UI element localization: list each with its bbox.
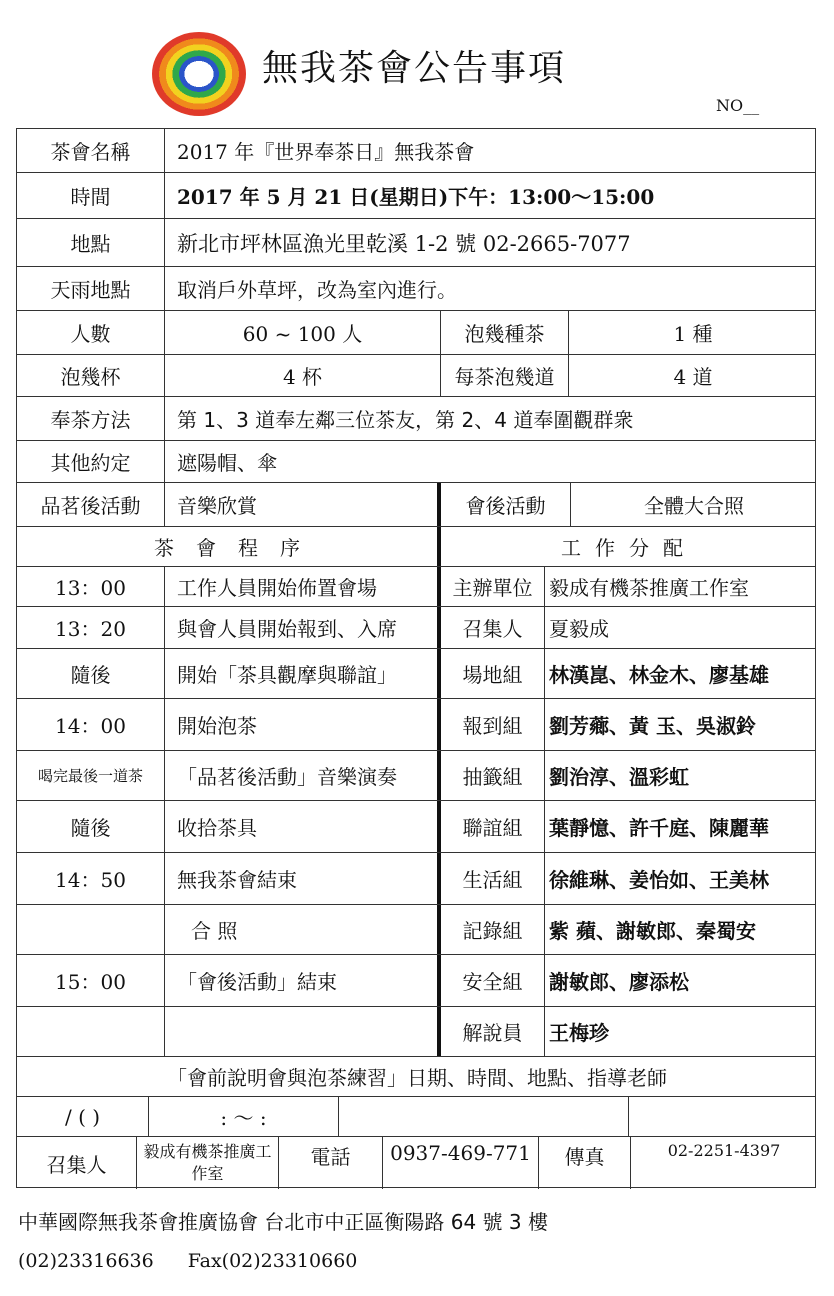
row-time xyxy=(17,173,815,219)
program-time: 喝完最後一道茶 xyxy=(17,751,165,800)
assignment-role: 場地組 xyxy=(441,649,545,698)
program-item: 收拾茶具 xyxy=(165,801,441,852)
program-time: 隨後 xyxy=(17,801,165,852)
program-time: 隨後 xyxy=(17,649,165,698)
assignment-members: 謝敏郎、廖添松 xyxy=(549,970,689,994)
label-place: 地點 xyxy=(17,219,165,266)
program-row xyxy=(17,801,815,853)
label-convener: 召集人 xyxy=(17,1137,137,1189)
row-rain xyxy=(17,267,815,311)
program-item: 合 照 xyxy=(165,905,441,954)
label-people: 人數 xyxy=(17,311,165,354)
assignment-role: 報到組 xyxy=(441,699,545,750)
value-place: 新北市坪林區漁光里乾溪 1-2 號 02-2665-7077 xyxy=(177,231,631,256)
program-row xyxy=(17,567,815,607)
heading-program: 茶會程序 xyxy=(17,527,441,566)
page-title: 無我茶會公告事項 xyxy=(262,48,567,89)
assignment-role: 聯誼組 xyxy=(441,801,545,852)
value-method: 第 1、3 道奉左鄰三位茶友，第 2、4 道奉圍觀群衆 xyxy=(177,408,634,432)
program-time: 13：00 xyxy=(17,567,165,606)
program-item: 開始泡茶 xyxy=(165,699,441,750)
row-activities xyxy=(17,483,815,527)
program-time: 14：00 xyxy=(17,699,165,750)
pre-date-blank: / ( ) xyxy=(17,1097,149,1136)
program-row xyxy=(17,699,815,751)
assignment-members: 徐維琳、姜怡如、王美林 xyxy=(549,868,769,892)
program-time: 15：00 xyxy=(17,955,165,1006)
row-people xyxy=(17,311,815,355)
program-row xyxy=(17,1007,815,1057)
document-number: NO__ xyxy=(716,96,760,115)
value-after-tasting: 音樂欣賞 xyxy=(165,483,441,526)
assignment-members: 紫 蘋、謝敏郎、秦蜀安 xyxy=(549,919,756,943)
program-row xyxy=(17,955,815,1007)
value-tea-kinds: 1 種 xyxy=(673,322,713,346)
program-row xyxy=(17,649,815,699)
label-fax: 傳真 xyxy=(539,1137,631,1189)
value-convener: 毅成有機茶推廣工作室 xyxy=(137,1137,279,1189)
row-method xyxy=(17,397,815,441)
pre-teacher-blank xyxy=(629,1097,817,1136)
heading-assignment: 工作分配 xyxy=(561,536,697,560)
row-name xyxy=(17,129,815,173)
pre-place-blank xyxy=(339,1097,629,1136)
assignment-members: 劉芳薌、黃 玉、吳淑鈴 xyxy=(549,714,756,738)
program-time xyxy=(17,1007,165,1056)
assignment-members: 林漢崑、林金木、廖基雄 xyxy=(549,663,769,687)
program-row xyxy=(17,905,815,955)
organization-address: 中華國際無我茶會推廣協會 台北市中正區衡陽路 64 號 3 樓 xyxy=(18,1210,548,1234)
program-time: 13：20 xyxy=(17,607,165,648)
value-cups: 4 杯 xyxy=(165,355,441,396)
organization-tel: (02)23316636 xyxy=(18,1250,154,1272)
value-phone: 0937-469-771 xyxy=(383,1137,539,1189)
assignment-members: 葉靜憶、許千庭、陳麗華 xyxy=(549,816,769,840)
row-other xyxy=(17,441,815,483)
assignment-members: 夏毅成 xyxy=(549,617,609,641)
program-item: 無我茶會結束 xyxy=(165,853,441,904)
assignment-role: 記錄組 xyxy=(441,905,545,954)
row-pre-blanks xyxy=(17,1097,815,1137)
program-item: 「品茗後活動」音樂演奏 xyxy=(165,751,441,800)
row-place xyxy=(17,219,815,267)
assignment-members: 劉治淳、溫彩虹 xyxy=(549,765,689,789)
label-rain: 天雨地點 xyxy=(17,267,165,310)
value-name: 2017 年『世界奉茶日』無我茶會 xyxy=(177,140,475,164)
program-item: 開始「茶具觀摩與聯誼」 xyxy=(165,649,441,698)
row-pre-heading xyxy=(17,1057,815,1097)
label-time: 時間 xyxy=(17,173,165,218)
assignment-members: 毅成有機茶推廣工作室 xyxy=(549,576,749,600)
organization-fax: Fax(02)23310660 xyxy=(187,1250,358,1272)
program-row xyxy=(17,751,815,801)
value-other: 遮陽帽、傘 xyxy=(177,451,277,475)
rainbow-ring-logo xyxy=(152,32,246,116)
row-pre-contact xyxy=(17,1137,815,1189)
assignment-role: 主辦單位 xyxy=(441,567,545,606)
value-people: 60 ~ 100 人 xyxy=(165,311,441,354)
assignment-role: 生活組 xyxy=(441,853,545,904)
value-after-event: 全體大合照 xyxy=(644,494,744,518)
pre-meeting-heading: 「會前說明會與泡茶練習」日期、時間、地點、指導老師 xyxy=(167,1066,667,1090)
label-after-event: 會後活動 xyxy=(441,483,571,526)
assignment-members: 王梅珍 xyxy=(549,1021,609,1045)
row-cups xyxy=(17,355,815,397)
program-time xyxy=(17,905,165,954)
pre-time-blank: : ～ : xyxy=(149,1097,339,1136)
program-time: 14：50 xyxy=(17,853,165,904)
organization-contact xyxy=(18,1250,357,1272)
program-item: 與會人員開始報到、入席 xyxy=(165,607,441,648)
label-method: 奉茶方法 xyxy=(17,397,165,440)
label-other: 其他約定 xyxy=(17,441,165,482)
value-time: 2017 年 5 月 21 日(星期日)下午：13:00～15:00 xyxy=(177,185,655,209)
value-rain: 取消戶外草坪，改為室內進行。 xyxy=(177,278,457,302)
value-fax: 02-2251-4397 xyxy=(667,1141,781,1160)
label-after-tasting: 品茗後活動 xyxy=(17,483,165,526)
label-tea-kinds: 泡幾種茶 xyxy=(441,311,569,354)
assignment-role: 抽籤組 xyxy=(441,751,545,800)
label-phone: 電話 xyxy=(279,1137,383,1189)
notice-table xyxy=(16,128,816,1188)
value-brews: 4 道 xyxy=(673,365,713,389)
assignment-role: 解說員 xyxy=(441,1007,545,1056)
row-program-heading xyxy=(17,527,815,567)
assignment-role: 召集人 xyxy=(441,607,545,648)
program-row xyxy=(17,853,815,905)
label-cups: 泡幾杯 xyxy=(17,355,165,396)
program-item: 工作人員開始佈置會場 xyxy=(165,567,441,606)
program-row xyxy=(17,607,815,649)
program-item xyxy=(165,1007,441,1056)
label-name: 茶會名稱 xyxy=(17,129,165,172)
assignment-role: 安全組 xyxy=(441,955,545,1006)
program-item: 「會後活動」結束 xyxy=(165,955,441,1006)
label-brews: 每茶泡幾道 xyxy=(441,355,569,396)
